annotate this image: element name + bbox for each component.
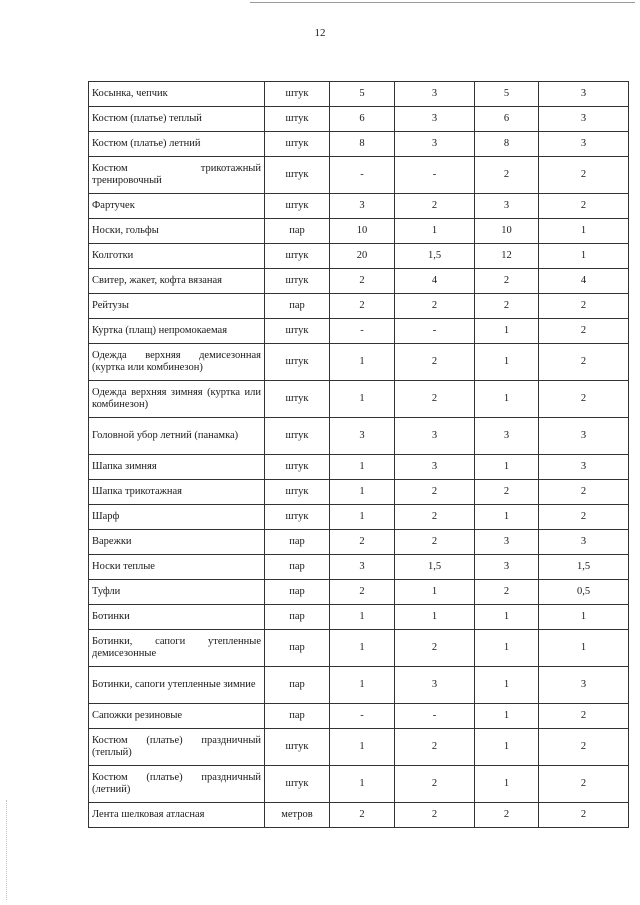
item-value-2: 2 <box>395 630 475 667</box>
item-value-2: 3 <box>395 455 475 480</box>
item-value-3: 1 <box>475 381 539 418</box>
item-value-3: 1 <box>475 766 539 803</box>
item-name: Костюм трикотажный тренировочный <box>89 157 265 194</box>
item-name: Сапожки резиновые <box>89 704 265 729</box>
item-value-4: 3 <box>539 82 629 107</box>
item-value-2: 1,5 <box>395 244 475 269</box>
item-value-3: 1 <box>475 605 539 630</box>
item-value-4: 2 <box>539 319 629 344</box>
item-value-1: 2 <box>330 269 395 294</box>
table-row <box>89 157 629 194</box>
item-value-2: 2 <box>395 766 475 803</box>
item-value-3: 6 <box>475 107 539 132</box>
item-unit: штук <box>265 455 330 480</box>
item-unit: пар <box>265 530 330 555</box>
item-name: Куртка (плащ) непромокаемая <box>89 319 265 344</box>
item-value-3: 3 <box>475 555 539 580</box>
item-value-3: 2 <box>475 294 539 319</box>
item-value-1: 1 <box>330 480 395 505</box>
item-name: Одежда верхняя демисезонная (куртка или комбинезон) <box>89 344 265 381</box>
item-value-1: 10 <box>330 219 395 244</box>
item-value-4: 1 <box>539 605 629 630</box>
item-unit: пар <box>265 580 330 605</box>
table-row <box>89 319 629 344</box>
item-unit: пар <box>265 605 330 630</box>
table-row <box>89 244 629 269</box>
item-name: Шарф <box>89 505 265 530</box>
item-value-1: - <box>330 319 395 344</box>
item-unit: штук <box>265 729 330 766</box>
item-value-4: 2 <box>539 505 629 530</box>
item-name: Костюм (платье) летний <box>89 132 265 157</box>
item-value-2: 2 <box>395 530 475 555</box>
table-row <box>89 530 629 555</box>
item-value-3: 1 <box>475 319 539 344</box>
item-value-2: 2 <box>395 294 475 319</box>
item-value-1: 2 <box>330 294 395 319</box>
item-unit: штук <box>265 269 330 294</box>
item-value-2: 3 <box>395 132 475 157</box>
item-value-1: 5 <box>330 82 395 107</box>
table-row <box>89 729 629 766</box>
item-value-4: 2 <box>539 766 629 803</box>
item-value-4: 1 <box>539 630 629 667</box>
item-value-3: 1 <box>475 455 539 480</box>
item-value-4: 2 <box>539 480 629 505</box>
item-value-2: 1 <box>395 580 475 605</box>
item-name: Одежда верхняя зимняя (куртка или комбинезон) <box>89 381 265 418</box>
item-value-2: 2 <box>395 505 475 530</box>
table-row <box>89 605 629 630</box>
item-value-1: - <box>330 704 395 729</box>
item-name: Ботинки, сапоги утепленные зимние <box>89 667 265 704</box>
item-value-1: 2 <box>330 803 395 828</box>
item-name: Носки, гольфы <box>89 219 265 244</box>
item-value-4: 2 <box>539 294 629 319</box>
item-unit: штук <box>265 766 330 803</box>
item-value-3: 12 <box>475 244 539 269</box>
item-value-3: 10 <box>475 219 539 244</box>
item-value-3: 1 <box>475 505 539 530</box>
item-value-3: 2 <box>475 269 539 294</box>
item-unit: пар <box>265 219 330 244</box>
item-value-1: 3 <box>330 418 395 455</box>
item-value-3: 5 <box>475 82 539 107</box>
item-unit: штук <box>265 82 330 107</box>
item-name: Фартучек <box>89 194 265 219</box>
table-row <box>89 766 629 803</box>
item-value-4: 2 <box>539 704 629 729</box>
item-unit: штук <box>265 107 330 132</box>
table-row <box>89 219 629 244</box>
item-value-2: 2 <box>395 194 475 219</box>
item-value-2: 2 <box>395 480 475 505</box>
item-value-4: 2 <box>539 344 629 381</box>
page-number: 12 <box>314 27 326 39</box>
item-unit: пар <box>265 704 330 729</box>
item-value-3: 2 <box>475 480 539 505</box>
item-value-4: 3 <box>539 418 629 455</box>
table-row <box>89 505 629 530</box>
item-unit: пар <box>265 294 330 319</box>
item-unit: штук <box>265 132 330 157</box>
top-rule <box>250 2 635 3</box>
item-value-4: 1 <box>539 244 629 269</box>
item-name: Ботинки <box>89 605 265 630</box>
table-row <box>89 480 629 505</box>
item-value-3: 1 <box>475 630 539 667</box>
item-value-4: 2 <box>539 157 629 194</box>
item-value-3: 1 <box>475 344 539 381</box>
item-value-3: 8 <box>475 132 539 157</box>
item-value-4: 3 <box>539 530 629 555</box>
item-value-2: 4 <box>395 269 475 294</box>
table-row <box>89 455 629 480</box>
item-value-3: 3 <box>475 530 539 555</box>
item-value-1: 8 <box>330 132 395 157</box>
clothing-norms-table <box>88 81 629 828</box>
table-row <box>89 803 629 828</box>
item-value-4: 1,5 <box>539 555 629 580</box>
table-row <box>89 418 629 455</box>
item-value-2: - <box>395 319 475 344</box>
item-value-1: 3 <box>330 555 395 580</box>
item-value-2: 1 <box>395 605 475 630</box>
item-value-2: 3 <box>395 418 475 455</box>
item-value-4: 0,5 <box>539 580 629 605</box>
table-row <box>89 580 629 605</box>
item-value-1: 1 <box>330 667 395 704</box>
item-value-4: 3 <box>539 455 629 480</box>
item-value-1: 1 <box>330 605 395 630</box>
table-row <box>89 344 629 381</box>
item-unit: штук <box>265 381 330 418</box>
item-name: Костюм (платье) теплый <box>89 107 265 132</box>
item-value-4: 2 <box>539 381 629 418</box>
table-row <box>89 555 629 580</box>
item-value-1: 3 <box>330 194 395 219</box>
item-name: Косынка, чепчик <box>89 82 265 107</box>
item-value-1: 1 <box>330 381 395 418</box>
item-name: Свитер, жакет, кофта вязаная <box>89 269 265 294</box>
item-unit: штук <box>265 505 330 530</box>
item-value-2: - <box>395 704 475 729</box>
item-value-4: 3 <box>539 132 629 157</box>
item-value-2: 2 <box>395 381 475 418</box>
item-name: Шапка зимняя <box>89 455 265 480</box>
item-value-3: 1 <box>475 729 539 766</box>
item-value-3: 2 <box>475 157 539 194</box>
item-value-1: 20 <box>330 244 395 269</box>
table-row <box>89 82 629 107</box>
item-value-2: 1 <box>395 219 475 244</box>
item-value-1: 1 <box>330 455 395 480</box>
table-row <box>89 381 629 418</box>
item-name: Головной убор летний (панамка) <box>89 418 265 455</box>
item-name: Туфли <box>89 580 265 605</box>
item-value-1: 2 <box>330 530 395 555</box>
item-unit: пар <box>265 667 330 704</box>
item-name: Носки теплые <box>89 555 265 580</box>
scan-margin-marks <box>6 800 9 900</box>
item-name: Варежки <box>89 530 265 555</box>
item-value-1: 1 <box>330 630 395 667</box>
item-name: Шапка трикотажная <box>89 480 265 505</box>
item-name: Ботинки, сапоги утепленные демисезонные <box>89 630 265 667</box>
item-unit: метров <box>265 803 330 828</box>
item-unit: штук <box>265 157 330 194</box>
item-value-2: 3 <box>395 667 475 704</box>
item-name: Рейтузы <box>89 294 265 319</box>
item-value-2: 3 <box>395 107 475 132</box>
item-value-1: 6 <box>330 107 395 132</box>
item-unit: штук <box>265 480 330 505</box>
item-unit: штук <box>265 344 330 381</box>
item-value-4: 2 <box>539 194 629 219</box>
item-value-3: 3 <box>475 418 539 455</box>
table-row <box>89 132 629 157</box>
table-row <box>89 194 629 219</box>
item-value-1: 2 <box>330 580 395 605</box>
item-value-3: 2 <box>475 580 539 605</box>
table-row <box>89 107 629 132</box>
item-value-4: 3 <box>539 667 629 704</box>
item-value-4: 1 <box>539 219 629 244</box>
item-unit: штук <box>265 194 330 219</box>
item-value-2: 2 <box>395 344 475 381</box>
item-unit: пар <box>265 630 330 667</box>
item-value-3: 1 <box>475 667 539 704</box>
item-value-3: 1 <box>475 704 539 729</box>
table-row <box>89 704 629 729</box>
item-unit: штук <box>265 418 330 455</box>
item-name: Лента шелковая атласная <box>89 803 265 828</box>
table-row <box>89 294 629 319</box>
item-name: Костюм (платье) праздничный (летний) <box>89 766 265 803</box>
item-value-2: 2 <box>395 803 475 828</box>
item-value-1: - <box>330 157 395 194</box>
table-row <box>89 630 629 667</box>
item-name: Колготки <box>89 244 265 269</box>
item-value-3: 2 <box>475 803 539 828</box>
item-value-4: 2 <box>539 729 629 766</box>
item-value-1: 1 <box>330 505 395 530</box>
item-value-4: 3 <box>539 107 629 132</box>
item-unit: штук <box>265 319 330 344</box>
item-value-1: 1 <box>330 344 395 381</box>
item-value-2: 1,5 <box>395 555 475 580</box>
item-unit: штук <box>265 244 330 269</box>
table-row <box>89 667 629 704</box>
item-value-4: 4 <box>539 269 629 294</box>
item-value-1: 1 <box>330 729 395 766</box>
item-value-2: 3 <box>395 82 475 107</box>
item-value-1: 1 <box>330 766 395 803</box>
item-value-2: 2 <box>395 729 475 766</box>
item-value-3: 3 <box>475 194 539 219</box>
item-name: Костюм (платье) праздничный (теплый) <box>89 729 265 766</box>
item-value-4: 2 <box>539 803 629 828</box>
table-row <box>89 269 629 294</box>
item-value-2: - <box>395 157 475 194</box>
item-unit: пар <box>265 555 330 580</box>
